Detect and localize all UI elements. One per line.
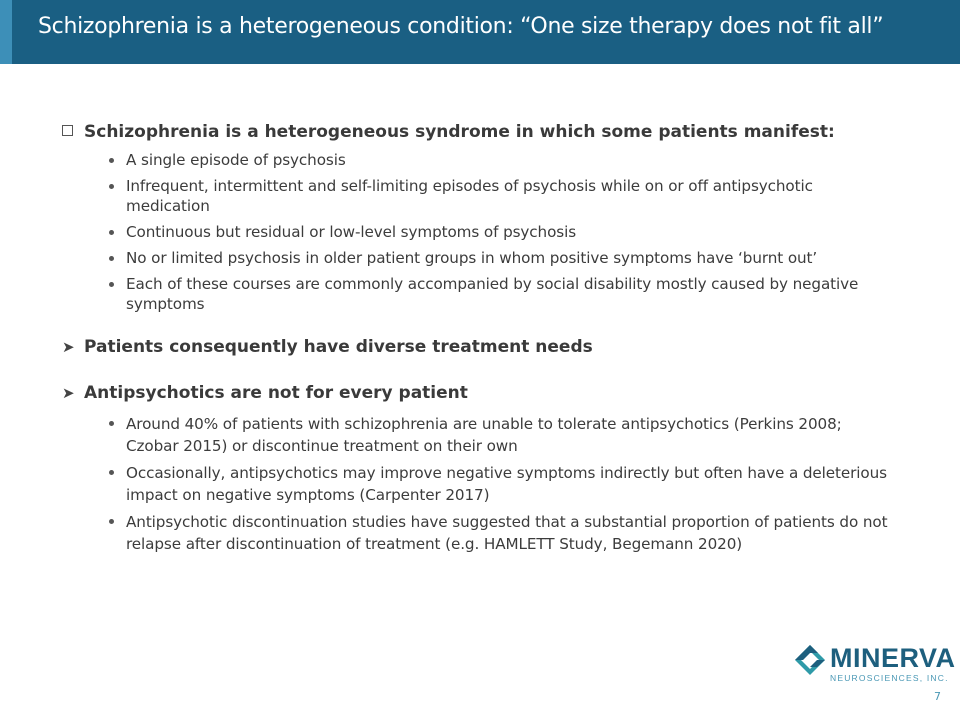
bullet-dot-icon xyxy=(109,470,114,475)
section-heading xyxy=(62,382,892,404)
list-item-text: Each of these courses are commonly accompanied by social disability mostly caused by negative symptoms xyxy=(126,275,859,313)
checkbox-bullet-icon xyxy=(62,125,73,136)
list-item-text: Antipsychotic discontinuation studies have suggested that a substantial proportion of patients do not relapse after discontinuation of treatment (e.g. HAMLETT Study, Begemann 2020) xyxy=(126,513,888,553)
list-item-text: No or limited psychosis in older patient groups in whom positive symptoms have ‘burnt out’ xyxy=(126,249,818,267)
list-item-text: A single episode of psychosis xyxy=(126,151,346,169)
list-item xyxy=(62,274,892,314)
bullet-dot-icon xyxy=(109,421,114,426)
title-bar-accent xyxy=(0,0,12,64)
section-heading-text: Schizophrenia is a heterogeneous syndrome in which some patients manifest: xyxy=(84,122,835,142)
logo-wordmark: MINERVA xyxy=(830,643,956,673)
bullet-list xyxy=(62,150,892,314)
company-logo xyxy=(794,642,956,684)
list-item xyxy=(62,222,892,242)
section-heading-text: Antipsychotics are not for every patient xyxy=(84,383,468,403)
bullet-list xyxy=(62,413,892,555)
bullet-dot-icon xyxy=(109,519,114,524)
page-number: 7 xyxy=(934,690,941,703)
slide-body xyxy=(62,121,892,555)
list-item xyxy=(62,176,892,216)
list-item xyxy=(62,150,892,170)
list-item-text: Around 40% of patients with schizophrenia are unable to tolerate antipsychotics (Perkins 2008; Czobar 2015) or discontinue treatment on their own xyxy=(126,415,842,455)
bullet-dot-icon xyxy=(109,256,114,261)
bullet-dot-icon xyxy=(109,158,114,163)
section-heading xyxy=(62,336,892,358)
section-heading xyxy=(62,121,892,143)
title-bar xyxy=(0,0,960,64)
list-item xyxy=(62,248,892,268)
bullet-dot-icon xyxy=(109,230,114,235)
section-heading-text: Patients consequently have diverse treatment needs xyxy=(84,337,593,357)
list-item xyxy=(62,511,892,555)
list-item-text: Occasionally, antipsychotics may improve negative symptoms indirectly but often have a deleterious impact on negative symptoms (Carpenter 2017) xyxy=(126,464,887,504)
logo-subtitle: NEUROSCIENCES, INC. xyxy=(830,673,949,683)
list-item xyxy=(62,413,892,457)
slide-title: Schizophrenia is a heterogeneous condition: “One size therapy does not fit all” xyxy=(38,14,884,39)
list-item-text: Continuous but residual or low-level symptoms of psychosis xyxy=(126,223,577,241)
arrow-bullet-icon: ➤ xyxy=(62,384,75,402)
bullet-dot-icon xyxy=(109,184,114,189)
arrow-bullet-icon: ➤ xyxy=(62,338,75,356)
list-item xyxy=(62,462,892,506)
minerva-emblem-icon xyxy=(794,644,826,676)
bullet-dot-icon xyxy=(109,282,114,287)
list-item-text: Infrequent, intermittent and self-limiting episodes of psychosis while on or off antipsychotic medication xyxy=(126,177,813,215)
